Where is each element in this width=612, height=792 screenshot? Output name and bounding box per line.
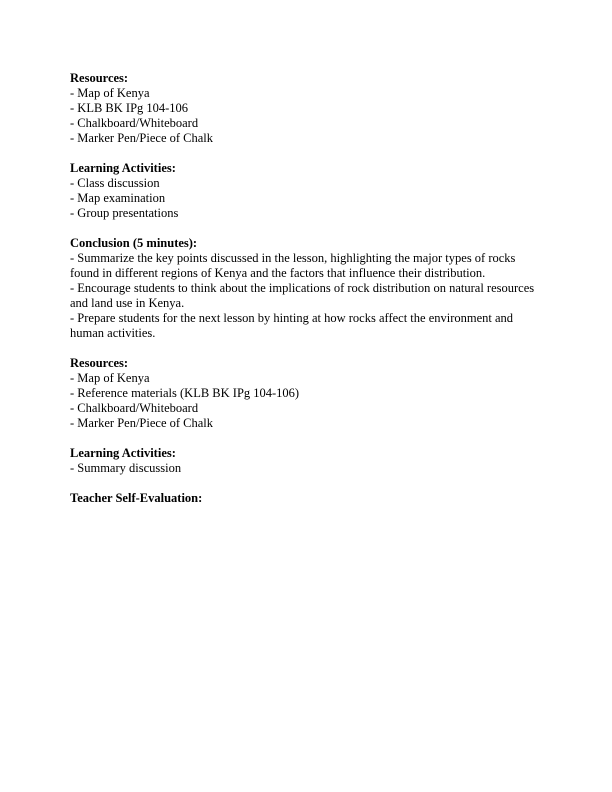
- section-heading: Learning Activities:: [70, 161, 176, 175]
- resource-item: - Marker Pen/Piece of Chalk: [70, 131, 214, 145]
- activity-item: - Group presentations: [70, 206, 179, 220]
- resource-item: - KLB BK IPg 104-106: [70, 101, 189, 115]
- section-learning-activities-2: [70, 446, 542, 476]
- resource-item: - Chalkboard/Whiteboard: [70, 401, 199, 415]
- conclusion-item: - Prepare students for the next lesson by hinting at how rocks affect the environment and human activities.: [70, 311, 514, 340]
- activity-item: - Summary discussion: [70, 461, 182, 475]
- resource-item: - Reference materials (KLB BK IPg 104-106): [70, 386, 300, 400]
- section-teacher-self-evaluation: [70, 491, 542, 506]
- resource-item: - Marker Pen/Piece of Chalk: [70, 416, 214, 430]
- activity-item: - Map examination: [70, 191, 166, 205]
- activity-item: - Class discussion: [70, 176, 160, 190]
- section-conclusion: [70, 236, 542, 341]
- resource-item: - Chalkboard/Whiteboard: [70, 116, 199, 130]
- section-heading: Resources:: [70, 356, 129, 370]
- section-learning-activities-1: [70, 161, 542, 221]
- section-heading: Resources:: [70, 71, 129, 85]
- section-heading: Learning Activities:: [70, 446, 176, 460]
- section-resources-2: [70, 356, 542, 431]
- resource-item: - Map of Kenya: [70, 371, 150, 385]
- section-heading: Teacher Self-Evaluation:: [70, 491, 203, 505]
- conclusion-item: - Encourage students to think about the implications of rock distribution on natural resources and land use in Kenya.: [70, 281, 535, 310]
- resource-item: - Map of Kenya: [70, 86, 150, 100]
- section-resources-1: [70, 71, 542, 146]
- section-heading: Conclusion (5 minutes):: [70, 236, 198, 250]
- conclusion-item: - Summarize the key points discussed in the lesson, highlighting the major types of rocks found in different regions of Kenya and the factors that influence their distribution.: [70, 251, 516, 280]
